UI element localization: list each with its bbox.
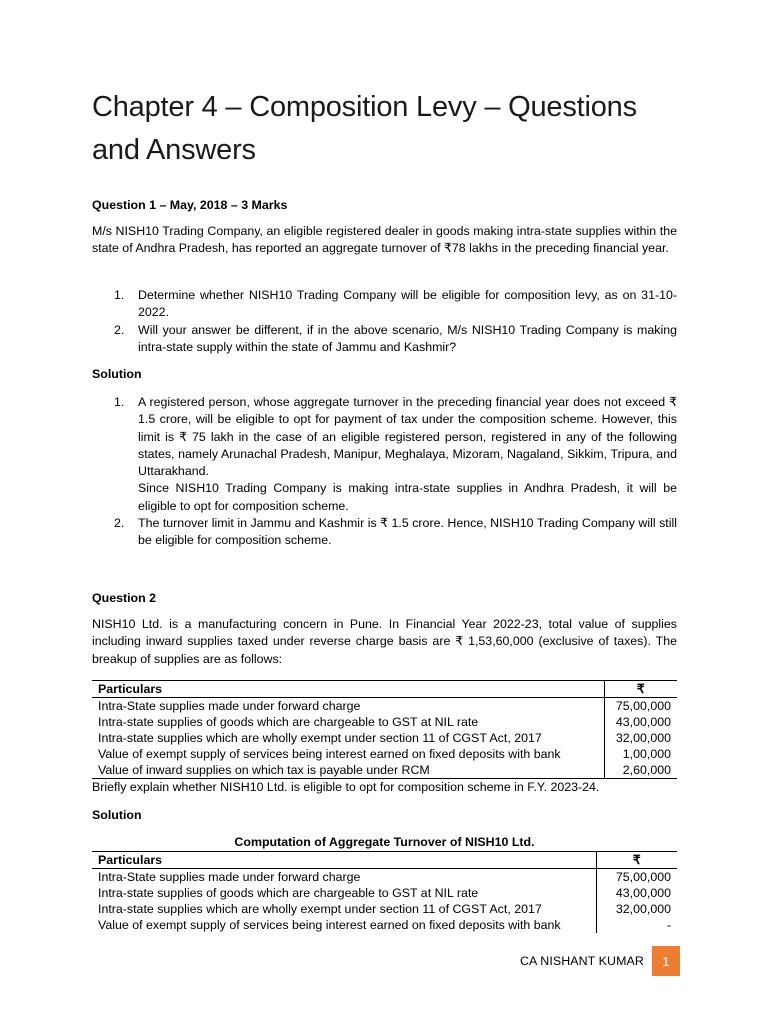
- table-row: [92, 746, 677, 762]
- row-amount: 32,00,000: [604, 730, 677, 746]
- computation-title: Computation of Aggregate Turnover of NISH10 Ltd.: [234, 835, 535, 849]
- document-page: [92, 0, 677, 1024]
- list-text: The turnover limit in Jammu and Kashmir is ₹ 1.5 crore. Hence, NISH10 Trading Company will still be eligible for composition scheme.: [138, 516, 677, 548]
- supplies-table-wrap: [92, 680, 677, 779]
- list-item: [92, 515, 677, 550]
- footer-author: CA NISHANT KUMAR: [520, 954, 644, 968]
- table-row: [92, 714, 677, 730]
- list-item: [92, 322, 677, 357]
- q2-solution-heading: Solution: [92, 808, 142, 822]
- computation-table-wrap: [92, 851, 677, 933]
- row-amount: 32,00,000: [596, 901, 677, 917]
- q2-heading: Question 2: [92, 591, 157, 605]
- row-amount: -: [596, 917, 677, 933]
- list-text: Will your answer be different, if in the above scenario, M/s NISH10 Trading Company is making intra-state supply within the state of Jammu and Kashmir?: [138, 322, 677, 354]
- list-item: [92, 394, 677, 515]
- table-row: [92, 901, 677, 917]
- page-number-badge: 1: [652, 946, 680, 976]
- row-amount: 43,00,000: [604, 714, 677, 730]
- table-row: [92, 698, 677, 715]
- q1-solution-heading: Solution: [92, 367, 142, 381]
- row-label: Intra-state supplies which are wholly exempt under section 11 of CGST Act, 2017: [98, 731, 542, 745]
- table-header-row: [92, 852, 677, 869]
- list-item: [92, 287, 677, 322]
- q2-intro: NISH10 Ltd. is a manufacturing concern in Pune. In Financial Year 2022-23, total value of supplies including inward supplies taxed under reverse charge basis are ₹ 1,53,60,000 (exclusive of taxes). The breakup of supplies are as follows:: [92, 617, 677, 666]
- q1-solution-list: [92, 394, 677, 550]
- row-label: Value of exempt supply of services being interest earned on fixed deposits with bank: [98, 918, 561, 932]
- q1-heading: Question 1 – May, 2018 – 3 Marks: [92, 198, 288, 212]
- list-number: 2.: [114, 516, 125, 531]
- column-header-particulars: Particulars: [98, 682, 163, 696]
- table-row: [92, 762, 677, 779]
- list-text: Determine whether NISH10 Trading Company will be eligible for composition levy, as on 31-10-2022.: [138, 288, 677, 320]
- row-label: Intra-state supplies which are wholly exempt under section 11 of CGST Act, 2017: [98, 902, 542, 916]
- table-header-row: [92, 681, 677, 698]
- q1-question-list: [92, 287, 677, 356]
- row-label: Intra-State supplies made under forward charge: [98, 870, 361, 884]
- list-text: A registered person, whose aggregate turnover in the preceding financial year does not exceed ₹ 1.5 crore, will be eligible to opt for payment of tax under the composition scheme. However, this limit is ₹ 75 lakh in the case of an eligible registered person, registered in any of the following states, namely Arunachal Pradesh, Manipur, Meghalaya, Mizoram, Nagaland, Sikkim, Tripura, and Uttarakhand.: [138, 395, 677, 479]
- list-text-continued: Since NISH10 Trading Company is making intra-state supplies in Andhra Pradesh, it will be eligible to opt for composition scheme.: [138, 481, 677, 513]
- page-title: Chapter 4 – Composition Levy – Questions and Answers: [92, 91, 637, 166]
- supplies-table: [92, 680, 677, 779]
- row-label: Intra-State supplies made under forward charge: [98, 699, 361, 713]
- row-amount: 75,00,000: [604, 698, 677, 715]
- table-row: [92, 917, 677, 933]
- row-amount: 75,00,000: [596, 869, 677, 886]
- column-header-amount: ₹: [596, 852, 677, 869]
- list-number: 1.: [114, 288, 125, 302]
- column-header-particulars: Particulars: [98, 853, 163, 867]
- table-row: [92, 730, 677, 746]
- row-label: Intra-state supplies of goods which are chargeable to GST at NIL rate: [98, 886, 479, 900]
- row-amount: 43,00,000: [596, 885, 677, 901]
- page-footer: [520, 946, 680, 976]
- row-amount: 1,00,000: [604, 746, 677, 762]
- row-amount: 2,60,000: [604, 762, 677, 779]
- row-label: Value of exempt supply of services being interest earned on fixed deposits with bank: [98, 747, 561, 761]
- list-number: 2.: [114, 322, 125, 337]
- computation-table: [92, 851, 677, 933]
- table-row: [92, 869, 677, 886]
- q1-intro: M/s NISH10 Trading Company, an eligible registered dealer in goods making intra-state supplies within the state of Andhra Pradesh, has reported an aggregate turnover of ₹78 lakhs in the preceding financial year.: [92, 224, 677, 256]
- q2-question-line: Briefly explain whether NISH10 Ltd. is eligible to opt for composition scheme in F.Y. 2023-24.: [92, 780, 600, 794]
- row-label: Intra-state supplies of goods which are chargeable to GST at NIL rate: [98, 715, 479, 729]
- column-header-amount: ₹: [604, 681, 677, 698]
- row-label: Value of inward supplies on which tax is payable under RCM: [98, 763, 430, 777]
- table-row: [92, 885, 677, 901]
- list-number: 1.: [114, 395, 125, 409]
